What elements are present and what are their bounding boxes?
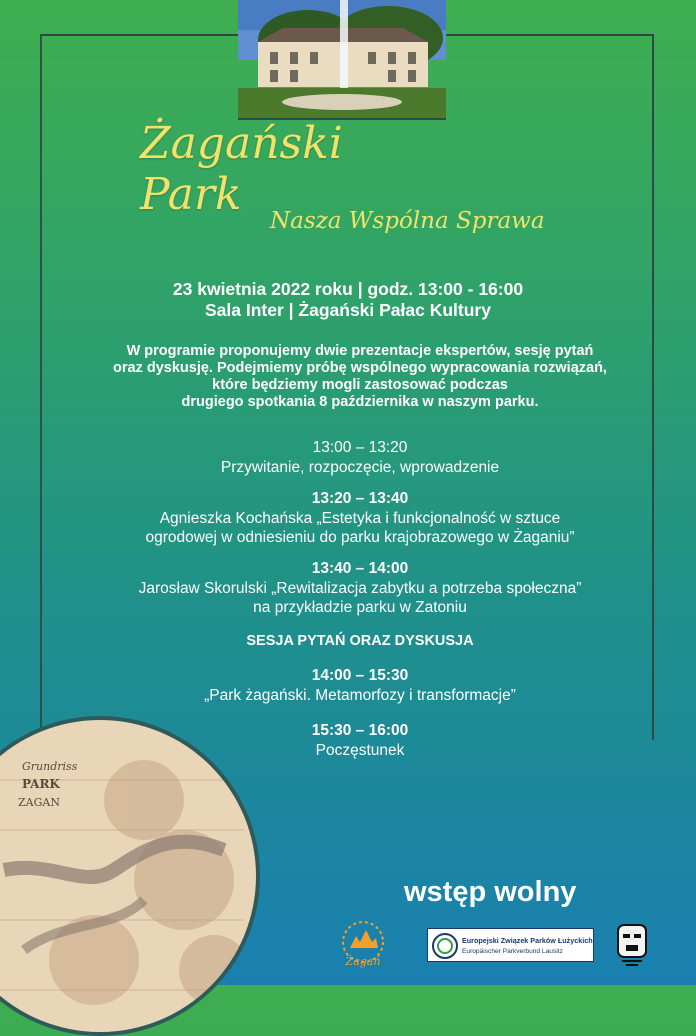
zagan-logo: [334, 918, 392, 970]
agenda-item: [60, 559, 660, 617]
intro-line: które będziemy mogli zastosować podczas: [212, 377, 508, 393]
agenda-session: SESJA PYTAŃ ORAZ DYSKUSJA: [246, 633, 474, 649]
agenda-time: 13:00 – 13:20: [312, 439, 408, 456]
map-label-line: ZAGAN: [18, 796, 60, 809]
agenda-time: 13:20 – 13:40: [311, 490, 409, 507]
agenda-desc-line: „Park żagański. Metamorfozy i transformacje”: [204, 687, 516, 704]
free-entry-text: wstęp wolny: [404, 876, 577, 908]
intro-line: oraz dyskusję. Podejmiemy próbę wspólnego wypracowania rozwiązań,: [113, 360, 607, 376]
agenda-desc-line: Poczęstunek: [315, 742, 405, 759]
historic-map-image: [0, 716, 260, 1036]
agenda-desc-line: Agnieszka Kochańska „Estetyka i funkcjonalność w sztuce: [159, 510, 561, 527]
title-subtitle: Nasza Wspólna Sprawa: [270, 208, 545, 234]
agenda: [60, 438, 660, 760]
title-main: Żagański Park: [140, 118, 343, 220]
palace-photo: [238, 0, 446, 120]
agenda-desc-line: Przywitanie, rozpoczęcie, wprowadzenie: [220, 459, 500, 476]
eu-logo-line2: Europäischer Parkverbund Lausitz: [462, 948, 563, 955]
agenda-item: [60, 666, 660, 705]
zagan-logo-text: Żagań: [345, 955, 381, 968]
agenda-time: 13:40 – 14:00: [311, 560, 409, 577]
agenda-desc: [60, 579, 660, 617]
agenda-time: 15:30 – 16:00: [311, 722, 409, 739]
agenda-desc-line: ogrodowej w odniesieniu do parku krajobrazowego w Żaganiu”: [145, 529, 575, 546]
eu-logo-line1: Europejski Związek Parków Łużyckich: [462, 936, 593, 945]
event-venue-line: Sala Inter | Żagański Pałac Kultury: [205, 300, 491, 320]
agenda-item: [60, 438, 660, 477]
eu-parks-logo: [427, 928, 594, 962]
map-label-line: Grundriss: [22, 760, 78, 773]
agenda-desc: [60, 458, 660, 477]
mask-logo: [612, 921, 652, 967]
agenda-desc: [60, 686, 660, 705]
agenda-time: 14:00 – 15:30: [311, 667, 409, 684]
event-date-line: 23 kwietnia 2022 roku | godz. 13:00 - 16:00: [172, 279, 524, 299]
frame-left-line: [40, 34, 42, 734]
intro-line: W programie proponujemy dwie prezentacje ekspertów, sesję pytań: [126, 343, 594, 359]
agenda-desc: [60, 509, 660, 547]
intro-line: drugiego spotkania 8 października w naszym parku.: [181, 394, 539, 410]
intro-text: [60, 343, 660, 411]
agenda-desc-line: na przykładzie parku w Zatoniu: [253, 599, 467, 616]
agenda-item: [60, 489, 660, 547]
map-label-line: PARK: [22, 777, 60, 791]
agenda-desc-line: Jarosław Skorulski „Rewitalizacja zabytku a potrzeba społeczna”: [138, 580, 582, 597]
